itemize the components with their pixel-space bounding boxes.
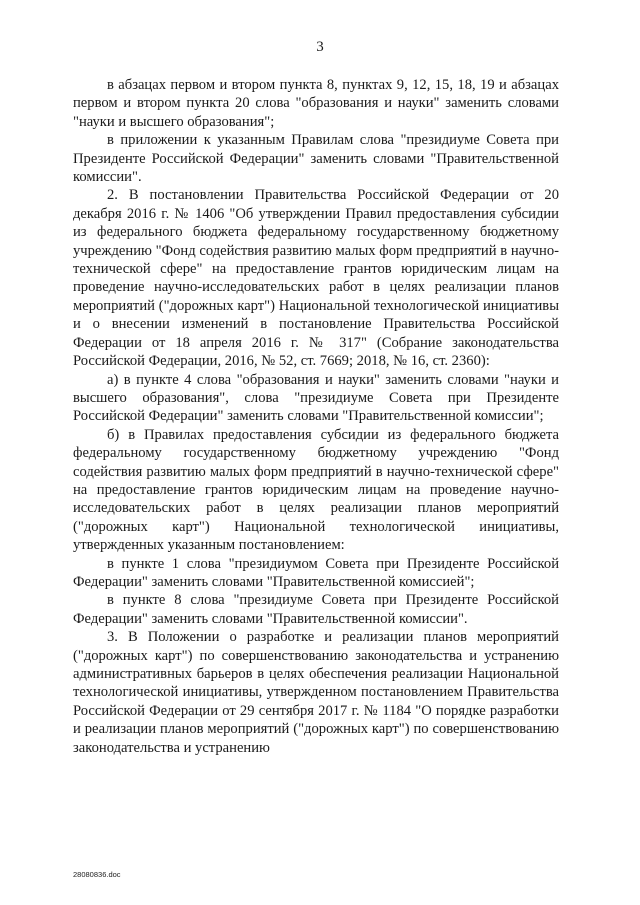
paragraph-7: в пункте 8 слова "президиуме Совета при Президенте Российской Федерации" заменить словами "Правительственной комиссии". <box>73 592 559 627</box>
paragraph-5: б) в Правилах предоставления субсидии из федерального бюджета федеральному государственному бюджетному учреждению "Фонд содействия развитию малых форм предприятий в научно-технической сфере" на предоставление грантов юридическим лицам на проведение научно-исследовательских работ в целях реализации планов мероприятий ("дорожных карт") Национальной технологической инициативы, утвержденных указанным постановлением: <box>73 426 559 554</box>
paragraph-4: а) в пункте 4 слова "образования и науки" заменить словами "науки и высшего образования", слова "президиуме Совета при Президенте Российской Федерации" заменить словами "Правительственной комиссии"; <box>73 371 559 425</box>
page-number: 3 <box>316 39 324 55</box>
paragraph-3: 2. В постановлении Правительства Российской Федерации от 20 декабря 2016 г. № 1406 "Об утверждении Правил предоставления субсидии из федерального бюджета федеральному государственному бюджетному учреждению "Фонд содействия развитию малых форм предприятий в научно-технической сфере" на предоставление грантов юридическим лицам на проведение научно-исследовательских работ в целях реализации планов мероприятий ("дорожных карт") Национальной технологической инициативы и о внесении изменений в постановление Правительства Российской Федерации от 18 апреля 2016 г. № 317" (Собрание законодательства Российской Федерации, 2016, № 52, ст. 7669; 2018, № 16, ст. 2360): <box>73 187 559 370</box>
footer-file-code: 28080836.doc <box>73 870 121 879</box>
document-body <box>73 76 559 757</box>
paragraph-2: в приложении к указанным Правилам слова "президиуме Совета при Президенте Российской Федерации" заменить словами "Правительственной комиссии". <box>73 132 559 186</box>
paragraph-1: в абзацах первом и втором пункта 8, пунктах 9, 12, 15, 18, 19 и абзацах первом и втором пункта 20 слова "образования и науки" заменить словами "науки и высшего образования"; <box>73 77 559 130</box>
paragraph-8: 3. В Положении о разработке и реализации планов мероприятий ("дорожных карт") по совершенствованию законодательства и устранению административных барьеров в целях обеспечения реализации Национальной технологической инициативы, утвержденном постановлением Правительства Российской Федерации от 29 сентября 2017 г. № 1184 "О порядке разработки и реализации планов мероприятий ("дорожных карт") по совершенствованию законодательства и устранению <box>73 629 559 756</box>
paragraph-6: в пункте 1 слова "президиумом Совета при Президенте Российской Федерации" заменить словами "Правительственной комиссией"; <box>73 555 559 590</box>
